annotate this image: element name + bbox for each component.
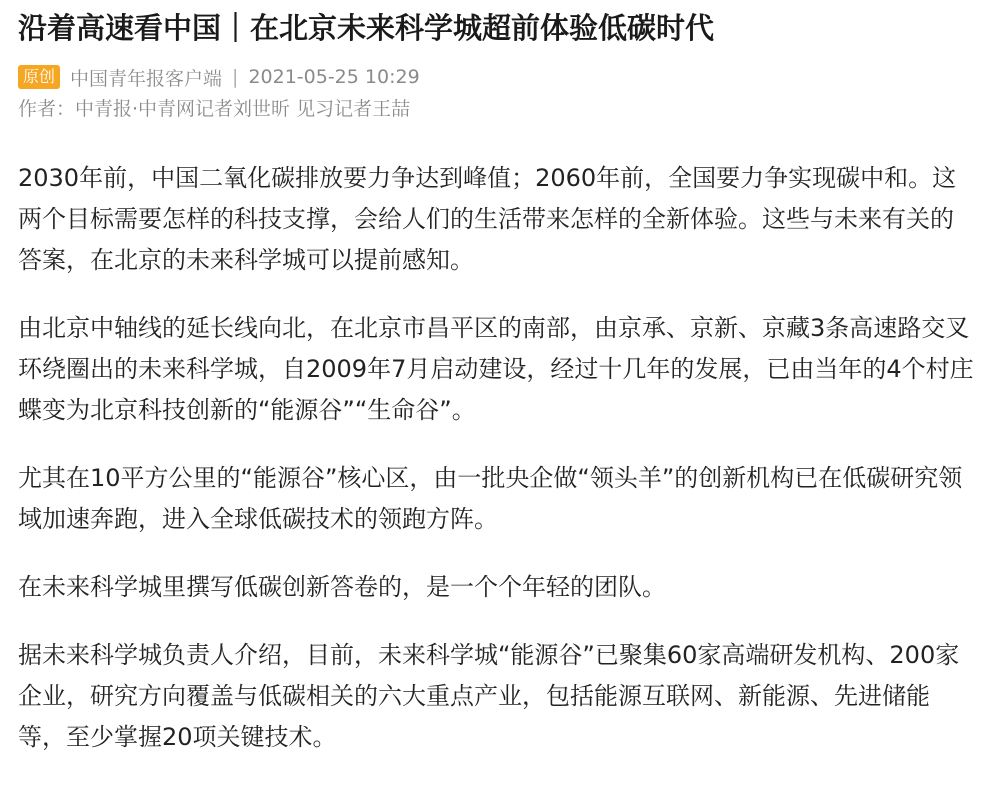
author-line: 作者：中青报·中青网记者刘世昕 见习记者王喆 [18, 98, 411, 120]
paragraph: 在未来科学城里撰写低碳创新答卷的，是一个个年轻的团队。 [18, 573, 666, 601]
original-badge: 原创 [18, 65, 60, 89]
article-meta [18, 64, 974, 90]
paragraph: 尤其在10平方公里的“能源谷”核心区，由一批央企做“领头羊”的创新机构已在低碳研究领域加速奔跑，进入全球低碳技术的领跑方阵。 [18, 464, 963, 533]
paragraph: 2030年前，中国二氧化碳排放要力争达到峰值；2060年前，全国要力争实现碳中和。这两个目标需要怎样的科技支撑，会给人们的生活带来怎样的全新体验。这些与未来有关的答案，在北京的未来科学城可以提前感知。 [18, 164, 957, 274]
paragraph: 由北京中轴线的延长线向北，在北京市昌平区的南部，由京承、京新、京藏3条高速路交叉环绕圈出的未来科学城，自2009年7月启动建设，经过十几年的发展，已由当年的4个村庄蝶变为北京科技创新的“能源谷”“生命谷”。 [18, 314, 974, 424]
paragraph: 据未来科学城负责人介绍，目前，未来科学城“能源谷”已聚集60家高端研发机构、200家企业，研究方向覆盖与低碳相关的六大重点产业，包括能源互联网、新能源、先进储能等，至少掌握20项关键技术。 [18, 641, 960, 751]
meta-separator: | [232, 66, 239, 88]
source-name[interactable]: 中国青年报客户端 [70, 67, 223, 90]
article [18, 0, 974, 785]
article-content [18, 158, 974, 758]
article-title: 沿着高速看中国｜在北京未来科学城超前体验低碳时代 [18, 11, 715, 45]
publish-datetime: 2021-05-25 10:29 [248, 66, 420, 88]
